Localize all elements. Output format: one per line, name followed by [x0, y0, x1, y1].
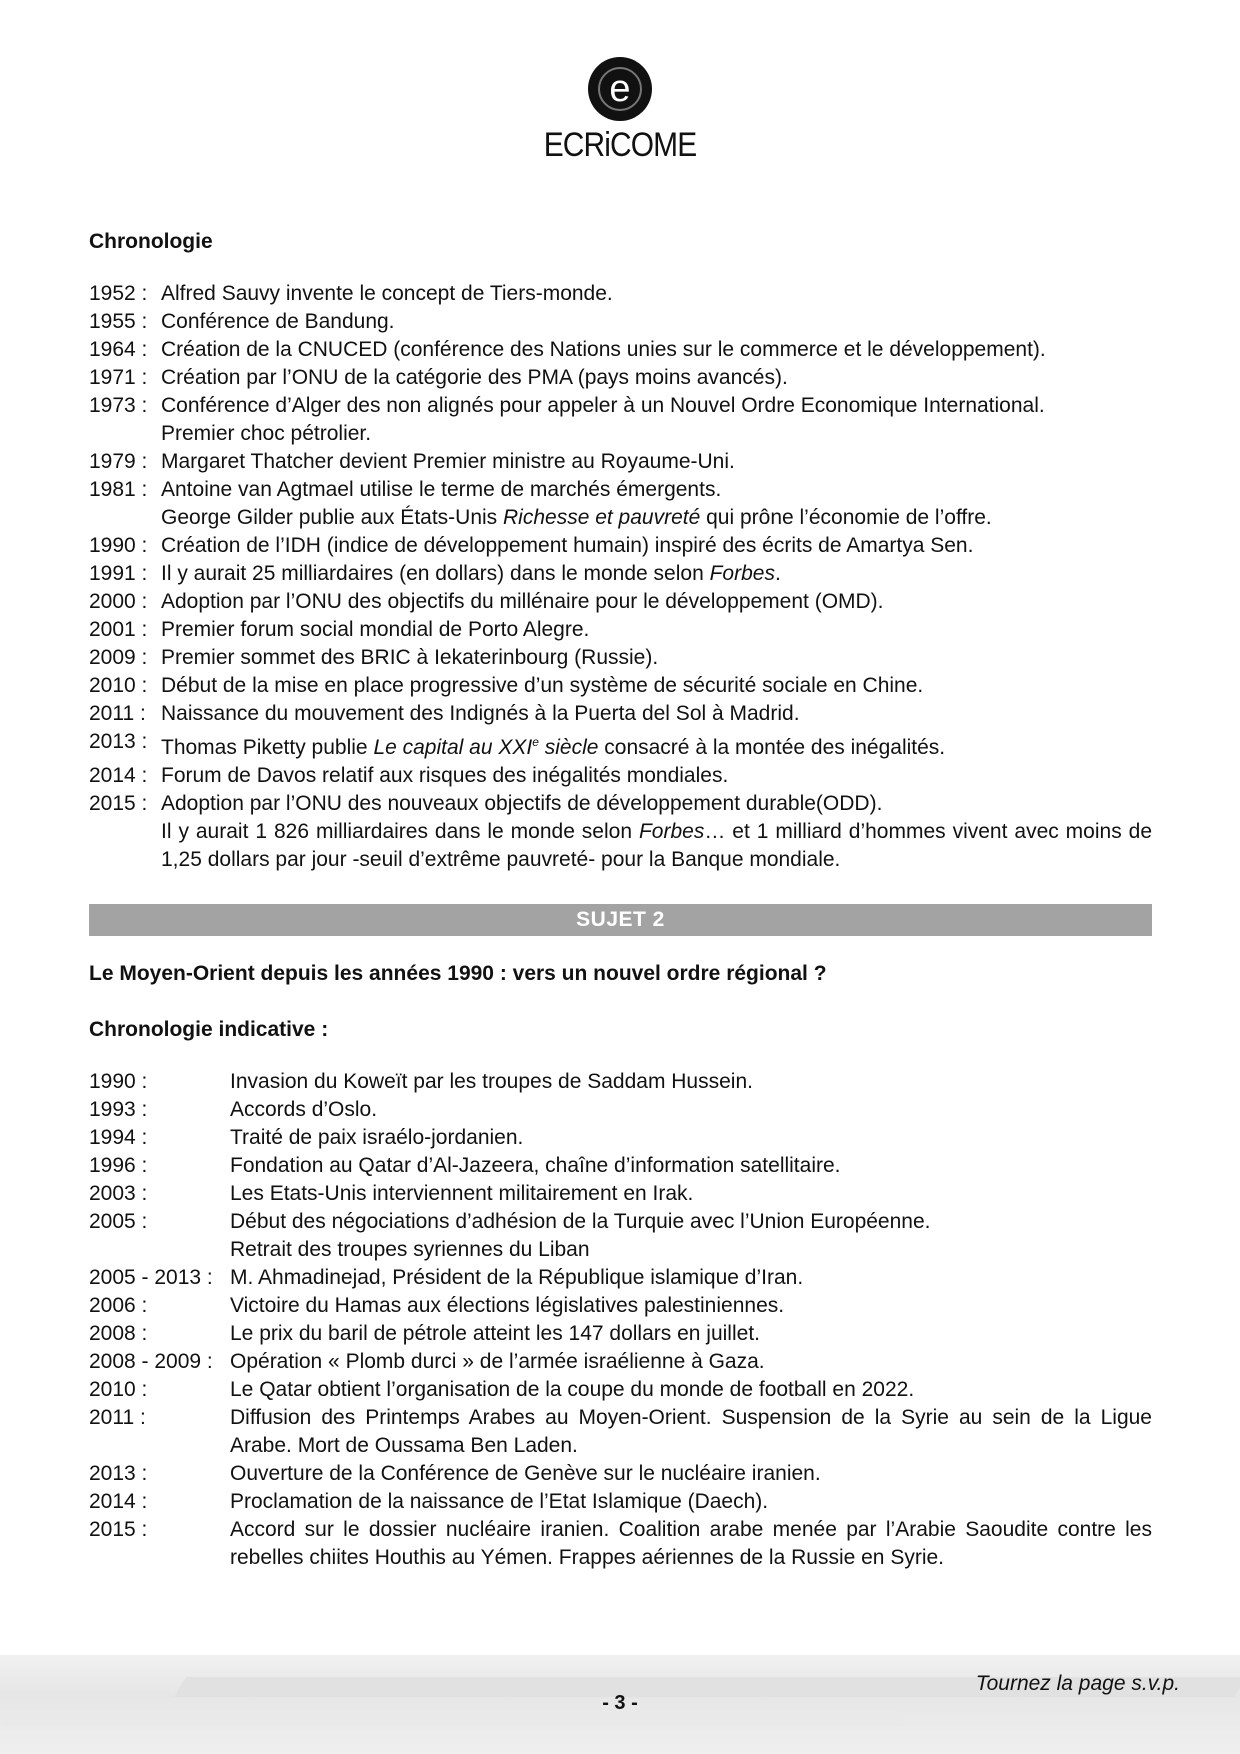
chronology-text — [161, 818, 1152, 874]
chronology-year: 2014 : — [89, 1490, 148, 1513]
chronology-text — [230, 1180, 1152, 1208]
chronology-year: 1996 : — [89, 1154, 148, 1177]
chronology-row — [89, 1460, 1152, 1488]
chronology-row — [89, 1292, 1152, 1320]
chronology-year: 1991 : — [89, 562, 148, 585]
chronology-year: 2009 : — [89, 646, 148, 669]
chronology-text — [161, 762, 1152, 790]
chronology-year: 2015 : — [89, 1518, 148, 1541]
chronology-year: 1981 : — [89, 478, 148, 501]
chronology-year: 2013 : — [89, 730, 148, 753]
chronology-year: 2015 : — [89, 792, 148, 815]
chronology-line: Fondation au Qatar d’Al-Jazeera, chaîne d’information satellitaire. — [230, 1154, 841, 1177]
subject-title: Le Moyen-Orient depuis les années 1990 : vers un nouvel ordre régional ? — [89, 962, 827, 985]
chronology-text — [161, 504, 1152, 532]
chronology-line: M. Ahmadinejad, Président de la République islamique d’Iran. — [230, 1266, 804, 1289]
chronology-text — [161, 728, 1152, 762]
chronology-line: Margaret Thatcher devient Premier ministre au Royaume-Uni. — [161, 450, 735, 473]
chronology-text — [161, 448, 1152, 476]
chronology-line: Le prix du baril de pétrole atteint les 147 dollars en juillet. — [230, 1322, 760, 1345]
chronology-line: Accords d’Oslo. — [230, 1098, 378, 1121]
chronology-year: 1993 : — [89, 1098, 148, 1121]
chronologie-indicative-list — [89, 1068, 1152, 1572]
page-content — [89, 228, 1152, 1572]
chronology-row — [89, 560, 1152, 588]
chronology-text — [230, 1348, 1152, 1376]
chronology-row — [89, 1096, 1152, 1124]
chronology-line: Ouverture de la Conférence de Genève sur le nucléaire iranien. — [230, 1462, 821, 1485]
chronology-year: 1990 : — [89, 1070, 148, 1093]
chronology-text — [161, 700, 1152, 728]
chronology-year: 2005 - 2013 : — [89, 1266, 213, 1289]
chronology-pre-text: Il y aurait 1 826 milliardaires dans le monde selon — [161, 820, 639, 843]
chronology-year: 2006 : — [89, 1294, 148, 1317]
chronology-text — [161, 476, 1152, 504]
chronology-row — [89, 1320, 1152, 1348]
chronology-row — [89, 448, 1152, 476]
chronology-text — [230, 1096, 1152, 1124]
chronology-year: 1971 : — [89, 366, 148, 389]
chronology-text — [230, 1068, 1152, 1096]
chronology-row — [89, 588, 1152, 616]
sujet-banner: SUJET 2 — [89, 904, 1152, 936]
chronology-row — [89, 1264, 1152, 1292]
chronology-row — [89, 1152, 1152, 1180]
chronology-year: 2008 - 2009 : — [89, 1350, 213, 1373]
chronology-text — [161, 588, 1152, 616]
chronology-line: Traité de paix israélo-jordanien. — [230, 1126, 524, 1149]
chronology-row — [89, 616, 1152, 644]
chronology-post-text: . — [774, 562, 781, 585]
chronology-row — [89, 1068, 1152, 1096]
chronology-year: 1979 : — [89, 450, 148, 473]
chronology-post-text: … et 1 milliard d’hommes vivent avec moins de 1,25 dollars par jour -seuil d’extrême pauvreté- pour la Banque mondiale. — [161, 820, 1152, 871]
svg-text:e: e — [609, 68, 631, 110]
chronology-line: Le Qatar obtient l’organisation de la coupe du monde de football en 2022. — [230, 1378, 915, 1401]
chronology-year: 2010 : — [89, 674, 148, 697]
logo-wordmark: ECRiCOME — [543, 126, 697, 164]
chronology-em2-text: siècle — [538, 736, 599, 759]
turn-page-note: Tournez la page s.v.p. — [975, 1672, 1180, 1695]
chronology-pre-text: George Gilder publie aux États-Unis — [161, 506, 503, 529]
chronology-line: Diffusion des Printemps Arabes au Moyen-Orient. Suspension de la Syrie au sein de la Ligue Arabe. Mort de Oussama Ben Laden. — [230, 1406, 1152, 1457]
chronology-line: Naissance du mouvement des Indignés à la Puerta del Sol à Madrid. — [161, 702, 800, 725]
chronology-row — [89, 1208, 1152, 1264]
chronology-row — [89, 672, 1152, 700]
chronology-year: 2003 : — [89, 1182, 148, 1205]
chronology-row — [89, 1488, 1152, 1516]
chronology-line: Création par l’ONU de la catégorie des PMA (pays moins avancés). — [161, 366, 788, 389]
chronology-em-text: Le capital au XXI — [373, 736, 533, 759]
chronology-year: 2010 : — [89, 1378, 148, 1401]
chronology-pre-text: Thomas Piketty publie — [161, 736, 374, 759]
chronology-text — [230, 1264, 1152, 1292]
ecricome-logo-icon — [587, 56, 653, 122]
chronology-text — [230, 1460, 1152, 1488]
chronology-post-text: qui prône l’économie de l’offre. — [700, 506, 992, 529]
chronology-row — [89, 1348, 1152, 1376]
chronology-text — [230, 1124, 1152, 1152]
chronology-row — [89, 1404, 1152, 1460]
chronology-row — [89, 818, 1152, 874]
chronology-text — [161, 364, 1152, 392]
ecricome-logo — [0, 56, 1240, 165]
chronology-line: Conférence d’Alger des non alignés pour appeler à un Nouvel Ordre Economique International. — [161, 394, 1045, 417]
chronology-em-text: Forbes — [709, 562, 775, 585]
chronology-sup-text: e — [532, 735, 539, 749]
chronology-line: Début des négociations d’adhésion de la Turquie avec l’Union Européenne. — [230, 1210, 931, 1233]
page-number: - 3 - — [602, 1692, 638, 1714]
chronology-text — [230, 1320, 1152, 1348]
chronologie-indicative-heading: Chronologie indicative : — [89, 1018, 329, 1041]
chronology-row — [89, 644, 1152, 672]
chronology-row — [89, 336, 1152, 364]
chronology-row — [89, 1516, 1152, 1572]
chronology-row — [89, 476, 1152, 504]
chronology-row — [89, 762, 1152, 790]
chronology-row — [89, 532, 1152, 560]
chronology-line: Adoption par l’ONU des objectifs du millénaire pour le développement (OMD). — [161, 590, 884, 613]
chronology-line: Conférence de Bandung. — [161, 310, 395, 333]
chronology-line: Premier forum social mondial de Porto Alegre. — [161, 618, 590, 641]
chronology-row — [89, 1180, 1152, 1208]
chronology-row — [89, 1124, 1152, 1152]
chronology-line: Alfred Sauvy invente le concept de Tiers-monde. — [161, 282, 613, 305]
chronology-row — [89, 1376, 1152, 1404]
chronologie-list — [89, 280, 1152, 874]
chronology-em-text: Richesse et pauvreté — [503, 506, 701, 529]
chronology-line: Retrait des troupes syriennes du Liban — [230, 1238, 590, 1261]
chronology-row — [89, 790, 1152, 818]
chronology-line: Création de l’IDH (indice de développement humain) inspiré des écrits de Amartya Sen. — [161, 534, 974, 557]
chronology-line: Premier sommet des BRIC à Iekaterinbourg (Russie). — [161, 646, 659, 669]
chronology-text — [161, 336, 1152, 364]
chronology-line: Début de la mise en place progressive d’un système de sécurité sociale en Chine. — [161, 674, 924, 697]
chronology-line: Les Etats-Unis interviennent militairement en Irak. — [230, 1182, 694, 1205]
chronology-text — [230, 1404, 1152, 1460]
chronology-text — [161, 560, 1152, 588]
chronology-text — [161, 392, 1152, 448]
chronology-pre-text: Il y aurait 25 milliardaires (en dollars) dans le monde selon — [161, 562, 710, 585]
chronology-year — [89, 504, 161, 532]
chronology-text — [161, 532, 1152, 560]
chronology-text — [161, 280, 1152, 308]
chronology-post-text: consacré à la montée des inégalités. — [598, 736, 946, 759]
chronology-em-text: Forbes — [638, 820, 705, 843]
chronology-text — [161, 672, 1152, 700]
chronology-row — [89, 392, 1152, 448]
chronology-year: 2013 : — [89, 1462, 148, 1485]
chronology-year: 1973 : — [89, 394, 148, 417]
chronology-year: 2011 : — [89, 1406, 146, 1429]
chronology-text — [161, 644, 1152, 672]
chronology-year: 1952 : — [89, 282, 148, 305]
chronology-line: Antoine van Agtmael utilise le terme de marchés émergents. — [161, 478, 722, 501]
chronology-year: 1964 : — [89, 338, 148, 361]
chronology-line: Proclamation de la naissance de l’Etat Islamique (Daech). — [230, 1490, 769, 1513]
chronology-line: Création de la CNUCED (conférence des Nations unies sur le commerce et le développement). — [161, 338, 1046, 361]
chronology-line: Forum de Davos relatif aux risques des inégalités mondiales. — [161, 764, 729, 787]
chronology-line: Invasion du Koweït par les troupes de Saddam Hussein. — [230, 1070, 753, 1093]
chronology-text — [230, 1516, 1152, 1572]
chronology-row — [89, 504, 1152, 532]
chronology-line: Adoption par l’ONU des nouveaux objectifs de développement durable(ODD). — [161, 792, 883, 815]
chronology-text — [161, 616, 1152, 644]
chronology-row — [89, 364, 1152, 392]
chronology-text — [161, 308, 1152, 336]
chronology-year — [89, 818, 161, 874]
chronology-text — [161, 790, 1152, 818]
chronology-row — [89, 700, 1152, 728]
chronology-line: Premier choc pétrolier. — [161, 422, 372, 445]
chronology-text — [230, 1208, 1152, 1264]
chronology-year: 2000 : — [89, 590, 148, 613]
chronology-line: Accord sur le dossier nucléaire iranien. Coalition arabe menée par l’Arabie Saoudite contre les rebelles chiites Houthis au Yémen. Frappes aériennes de la Russie en Syrie. — [230, 1518, 1152, 1569]
chronology-year: 2011 : — [89, 702, 146, 725]
chronology-text — [230, 1152, 1152, 1180]
chronology-text — [230, 1488, 1152, 1516]
chronology-text — [230, 1376, 1152, 1404]
chronology-row — [89, 308, 1152, 336]
chronologie-heading: Chronologie — [89, 230, 213, 253]
chronology-year: 2008 : — [89, 1322, 148, 1345]
chronology-year: 2001 : — [89, 618, 148, 641]
chronology-year: 1955 : — [89, 310, 148, 333]
chronology-line: Opération « Plomb durci » de l’armée israélienne à Gaza. — [230, 1350, 765, 1373]
chronology-text — [230, 1292, 1152, 1320]
chronology-row — [89, 280, 1152, 308]
chronology-line: Victoire du Hamas aux élections législatives palestiniennes. — [230, 1294, 785, 1317]
chronology-year: 2005 : — [89, 1210, 148, 1233]
chronology-year: 2014 : — [89, 764, 148, 787]
chronology-row — [89, 728, 1152, 762]
chronology-year: 1990 : — [89, 534, 148, 557]
chronology-year: 1994 : — [89, 1126, 148, 1149]
